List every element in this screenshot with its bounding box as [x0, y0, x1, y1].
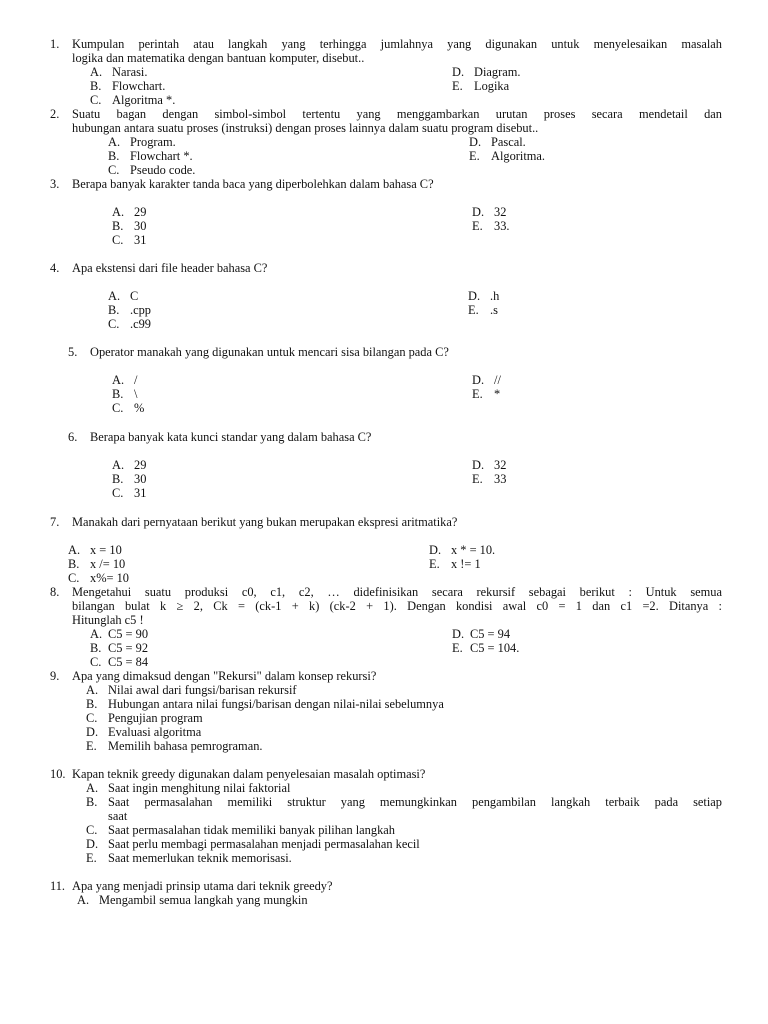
option-letter: D. [452, 65, 465, 79]
question-text-line: logika dan matematika dengan bantuan komputer, disebut.. [72, 51, 365, 65]
option-text: 30 [134, 472, 147, 486]
option-letter: B. [112, 472, 124, 486]
question-number: 1. [50, 37, 60, 51]
option-letter: B. [108, 303, 120, 317]
option-letter: A. [108, 135, 121, 149]
option-letter: D. [472, 458, 485, 472]
question-text-line: Kapan teknik greedy digunakan dalam penyelesaian masalah optimasi? [72, 767, 426, 781]
option-letter: C. [68, 571, 80, 585]
option-letter: A. [90, 65, 103, 79]
option-text: 31 [134, 486, 147, 500]
question-number: 7. [50, 515, 60, 529]
option-text: Flowchart. [112, 79, 166, 93]
question-text-line: Hitunglah c5 ! [72, 613, 144, 627]
option-text: Saat ingin menghitung nilai faktorial [108, 781, 291, 795]
option-letter: B. [112, 387, 124, 401]
option-text: 29 [134, 205, 147, 219]
option-text: / [134, 373, 138, 387]
option-letter: D. [469, 135, 482, 149]
option-letter: A. [86, 683, 99, 697]
option-text: Mengambil semua langkah yang mungkin [99, 893, 308, 907]
option-letter: B. [86, 795, 98, 809]
option-text: 33. [494, 219, 510, 233]
question-text-line: Berapa banyak karakter tanda baca yang diperbolehkan dalam bahasa C? [72, 177, 434, 191]
option-letter: D. [86, 837, 99, 851]
option-text: Saat permasalahan tidak memiliki banyak pilihan langkah [108, 823, 395, 837]
option-text: Saat permasalahan memiliki struktur yang memungkinkan pengambilan langkah terbaik pada setiap [108, 795, 722, 809]
option-letter: A. [86, 781, 99, 795]
option-text: 31 [134, 233, 147, 247]
question-text-line: bilangan bulat k ≥ 2, Ck = (ck-1 + k) (ck-2 + 1). Dengan kondisi awal c0 = 1 dan c1 =2. Ditanya : [72, 599, 722, 613]
question-number: 10. [50, 767, 66, 781]
option-text: Pascal. [491, 135, 526, 149]
question-text-line: Apa yang dimaksud dengan "Rekursi" dalam konsep rekursi? [72, 669, 377, 683]
option-text: % [134, 401, 145, 415]
question-text-line: hubungan antara suatu proses (instruksi) dengan proses lainnya dalam suatu program disebut.. [72, 121, 539, 135]
option-b[interactable] [86, 795, 722, 823]
option-letter: C. [86, 823, 98, 837]
option-text-continuation: saat [108, 809, 128, 823]
question-number: 6. [68, 430, 78, 444]
option-letter: B. [90, 79, 102, 93]
option-text: Algoritma *. [112, 93, 176, 107]
option-letter: A. [90, 627, 103, 641]
option-text: Pseudo code. [130, 163, 196, 177]
option-text: Hubungan antara nilai fungsi/barisan dengan nilai-nilai sebelumnya [108, 697, 444, 711]
option-letter: E. [452, 79, 463, 93]
option-text: 29 [134, 458, 147, 472]
option-letter: A. [112, 205, 125, 219]
option-text: Saat perlu membagi permasalahan menjadi permasalahan kecil [108, 837, 420, 851]
option-text: 32 [494, 205, 507, 219]
option-letter: A. [112, 373, 125, 387]
option-text: Diagram. [474, 65, 521, 79]
option-text: // [494, 373, 501, 387]
option-text: x%= 10 [90, 571, 129, 585]
option-letter: E. [452, 641, 463, 655]
option-text: Logika [474, 79, 510, 93]
question-number: 9. [50, 669, 60, 683]
option-letter: D. [452, 627, 465, 641]
option-text: 32 [494, 458, 507, 472]
option-text: C5 = 90 [108, 627, 149, 641]
question-number: 2. [50, 107, 60, 121]
question-number: 4. [50, 261, 60, 275]
option-letter: E. [86, 739, 97, 753]
option-text: Saat memerlukan teknik memorisasi. [108, 851, 292, 865]
option-letter: E. [86, 851, 97, 865]
option-letter: B. [68, 557, 80, 571]
option-letter: E. [472, 219, 483, 233]
option-letter: C. [112, 486, 124, 500]
option-text: Pengujian program [108, 711, 203, 725]
option-text: x = 10 [90, 543, 122, 557]
question-text-line: Manakah dari pernyataan berikut yang bukan merupakan ekspresi aritmatika? [72, 515, 458, 529]
option-text: Flowchart *. [130, 149, 193, 163]
option-text: Evaluasi algoritma [108, 725, 202, 739]
option-letter: C. [90, 655, 102, 669]
option-letter: D. [468, 289, 481, 303]
option-text: .cpp [130, 303, 151, 317]
option-letter: E. [429, 557, 440, 571]
option-letter: C. [108, 163, 120, 177]
question-text-line: Kumpulan perintah atau langkah yang terhingga jumlahnya yang digunakan untuk menyelesaikan masalah [72, 37, 722, 51]
option-letter: E. [472, 387, 483, 401]
option-letter: B. [112, 219, 124, 233]
option-text: .s [490, 303, 498, 317]
question-number: 11. [50, 879, 66, 893]
option-text: 30 [134, 219, 147, 233]
option-letter: E. [469, 149, 480, 163]
option-letter: A. [108, 289, 121, 303]
option-text: Program. [130, 135, 176, 149]
option-text: C5 = 104. [470, 641, 520, 655]
question-number: 5. [68, 345, 78, 359]
option-text: x /= 10 [90, 557, 126, 571]
option-letter: B. [108, 149, 120, 163]
option-text: C5 = 92 [108, 641, 149, 655]
question-text-line: Apa yang menjadi prinsip utama dari teknik greedy? [72, 879, 333, 893]
option-letter: C. [86, 711, 98, 725]
option-text: Algoritma. [491, 149, 546, 163]
option-letter: C. [112, 233, 124, 247]
option-letter: D. [429, 543, 442, 557]
question-text-line: Suatu bagan dengan simbol-simbol tertentu yang menggambarkan urutan proses secara mendetail dan [72, 107, 722, 121]
option-letter: A. [77, 893, 90, 907]
option-text: C5 = 84 [108, 655, 149, 669]
option-letter: C. [108, 317, 120, 331]
question-text-line: Operator manakah yang digunakan untuk mencari sisa bilangan pada C? [90, 345, 449, 359]
question-text-line: Apa ekstensi dari file header bahasa C? [72, 261, 268, 275]
option-letter: D. [472, 373, 485, 387]
option-letter: B. [86, 697, 98, 711]
option-text: * [494, 387, 501, 401]
option-letter: A. [112, 458, 125, 472]
option-text: C5 = 94 [470, 627, 511, 641]
option-letter: C. [90, 93, 102, 107]
question-text-line: Mengetahui suatu produksi c0, c1, c2, … didefinisikan secara rekursif sebagai berikut : Untuk semua [72, 585, 722, 599]
option-text: x != 1 [451, 557, 481, 571]
option-text: C [130, 289, 139, 303]
option-text: .c99 [130, 317, 151, 331]
option-text: Memilih bahasa pemrograman. [108, 739, 263, 753]
option-letter: A. [68, 543, 81, 557]
option-text: 33 [494, 472, 507, 486]
option-letter: E. [472, 472, 483, 486]
option-text: \ [134, 387, 138, 401]
question-text-line: Berapa banyak kata kunci standar yang dalam bahasa C? [90, 430, 372, 444]
option-text: Nilai awal dari fungsi/barisan rekursif [108, 683, 297, 697]
option-letter: B. [90, 641, 102, 655]
option-letter: C. [112, 401, 124, 415]
option-text: .h [490, 289, 500, 303]
option-letter: E. [468, 303, 479, 317]
question-number: 8. [50, 585, 60, 599]
option-text: x * = 10. [451, 543, 496, 557]
question-number: 3. [50, 177, 60, 191]
option-letter: D. [472, 205, 485, 219]
option-text: Narasi. [112, 65, 148, 79]
option-letter: D. [86, 725, 99, 739]
